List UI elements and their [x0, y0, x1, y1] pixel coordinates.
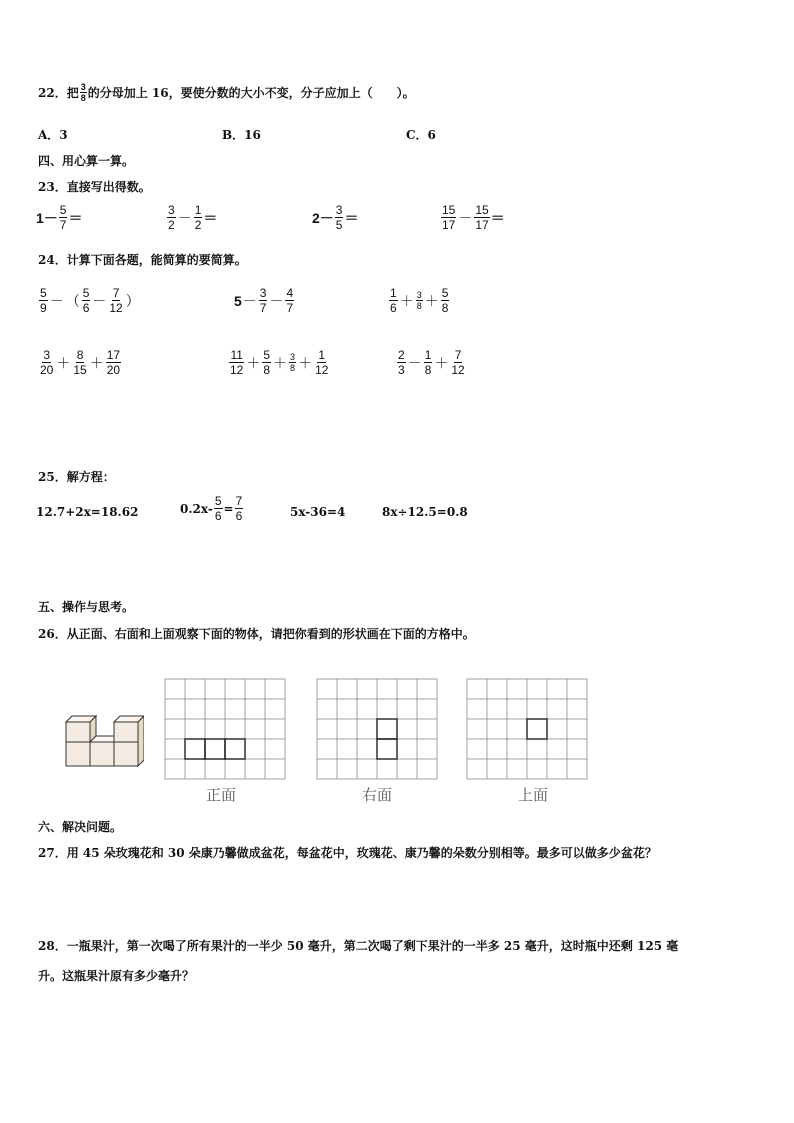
expression-23-2: $\frac{3}{2}$ － $\frac{1}{2}$ ＝ — [168, 203, 218, 232]
fraction: $\frac{1}{8}$ — [424, 348, 432, 377]
fraction: $\frac{7}{12}$ — [109, 286, 123, 315]
question-text-pre: 把 — [66, 86, 79, 100]
fraction: $\frac{3}{8}$ — [80, 82, 86, 103]
fraction: $\frac{1}{6}$ — [390, 286, 397, 315]
fraction: $\frac{15}{17}$ — [475, 203, 489, 232]
equation-1: 12.7+2x=18.62 — [36, 505, 139, 519]
fraction: $\frac{3}{8}$ — [416, 290, 422, 311]
expression-24-4: $\frac{3}{20}$ ＋ $\frac{8}{15}$ ＋ $\frac{17}{20}$ — [40, 348, 121, 377]
equation-3: 5x-36=4 — [290, 505, 346, 519]
question-28-line-2: 升。这瓶果汁原有多少毫升？ — [38, 969, 195, 983]
fraction: $\frac{8}{15}$ — [73, 348, 87, 377]
expression-24-2: 5 － $\frac{3}{7}$ － $\frac{4}{7}$ — [234, 286, 294, 315]
option-c: C．6 — [406, 128, 436, 142]
fraction: $\frac{1}{2}$ — [194, 203, 202, 232]
fraction: $\frac{15}{17}$ — [442, 203, 456, 232]
option-b: B．16 — [222, 128, 261, 142]
question-28-line-1: 28．一瓶果汁，第一次喝了所有果汁的一半少 50 毫升，第二次喝了剩下果汁的一半多 25 毫升，这时瓶中还剩 125 毫 — [38, 939, 679, 953]
top-view-grid[interactable] — [466, 678, 590, 780]
fraction: $\frac{4}{7}$ — [286, 286, 294, 315]
fraction: $\frac{3}{8}$ — [290, 352, 296, 373]
question-27: 27．用 45 朵玫瑰花和 30 朵康乃馨做成盆花，每盆花中，玫瑰花、康乃馨的朵数分别相等。最多可以做多少盆花？ — [38, 846, 657, 860]
fraction: $\frac{3}{5}$ — [335, 203, 343, 232]
section-heading-6: 六、解决问题。 — [38, 820, 123, 834]
right-view-grid[interactable] — [316, 678, 440, 780]
section-heading-5: 五、操作与思考。 — [38, 600, 135, 614]
grid-label-front: 正面 — [206, 786, 237, 804]
fraction: $\frac{5}{8}$ — [441, 286, 449, 315]
question-22 — [38, 82, 415, 103]
expression-24-5: $\frac{11}{12}$ ＋ $\frac{5}{8}$ ＋ $\frac{3}{8}$ ＋ $\frac{1}{12}$ — [230, 348, 329, 377]
question-23-title: 23．直接写出得数。 — [38, 180, 151, 194]
fraction: $\frac{3}{2}$ — [168, 203, 175, 232]
question-25-title: 25．解方程： — [38, 470, 115, 484]
fraction: $\frac{5}{6}$ — [82, 286, 90, 315]
fraction: $\frac{5}{8}$ — [263, 348, 271, 377]
expression-23-4: $\frac{15}{17}$ － $\frac{15}{17}$ ＝ — [442, 203, 505, 232]
grid-label-top: 上面 — [518, 786, 549, 804]
equation-4: 8x÷12.5=0.8 — [382, 505, 468, 519]
fraction: $\frac{3}{7}$ — [259, 286, 267, 315]
question-text-post: 的分母加上 16，要使分数的大小不变，分子应加上（ ）。 — [87, 86, 415, 100]
cube-object-illustration — [64, 714, 144, 768]
expression-23-3: 2 － $\frac{3}{5}$ ＝ — [312, 203, 359, 232]
equation-2: 0.2x- $\frac{5}{6}$ = $\frac{7}{6}$ — [180, 494, 243, 523]
front-view-grid[interactable] — [164, 678, 288, 780]
fraction: $\frac{3}{20}$ — [40, 348, 54, 377]
fraction: $\frac{7}{6}$ — [235, 494, 243, 523]
expression-24-6: $\frac{2}{3}$ － $\frac{1}{8}$ ＋ $\frac{7}{12}$ — [398, 348, 465, 377]
fraction: $\frac{5}{7}$ — [59, 203, 67, 232]
expression-24-1: $\frac{5}{9}$ － （ $\frac{5}{6}$ － $\frac{7}{12}$ ） — [40, 286, 140, 315]
option-a: A．3 — [38, 128, 68, 142]
fraction: $\frac{17}{20}$ — [106, 348, 121, 377]
fraction: $\frac{11}{12}$ — [230, 348, 244, 377]
fraction: $\frac{5}{6}$ — [214, 494, 222, 523]
fraction: $\frac{1}{12}$ — [315, 348, 329, 377]
section-heading-4: 四、用心算一算。 — [38, 154, 135, 168]
question-24-title: 24．计算下面各题，能简算的要简算。 — [38, 253, 247, 267]
fraction: $\frac{2}{3}$ — [398, 348, 405, 377]
expression-23-1: 1 － $\frac{5}{7}$ ＝ — [36, 203, 83, 232]
question-number: 22． — [38, 86, 67, 100]
fraction: $\frac{7}{12}$ — [451, 348, 465, 377]
fraction: $\frac{5}{9}$ — [40, 286, 47, 315]
question-26-title: 26．从正面、右面和上面观察下面的物体，请把你看到的形状画在下面的方格中。 — [38, 627, 475, 641]
grid-label-right: 右面 — [362, 786, 393, 804]
expression-24-3: $\frac{1}{6}$ ＋ $\frac{3}{8}$ ＋ $\frac{5}{8}$ — [390, 286, 449, 315]
